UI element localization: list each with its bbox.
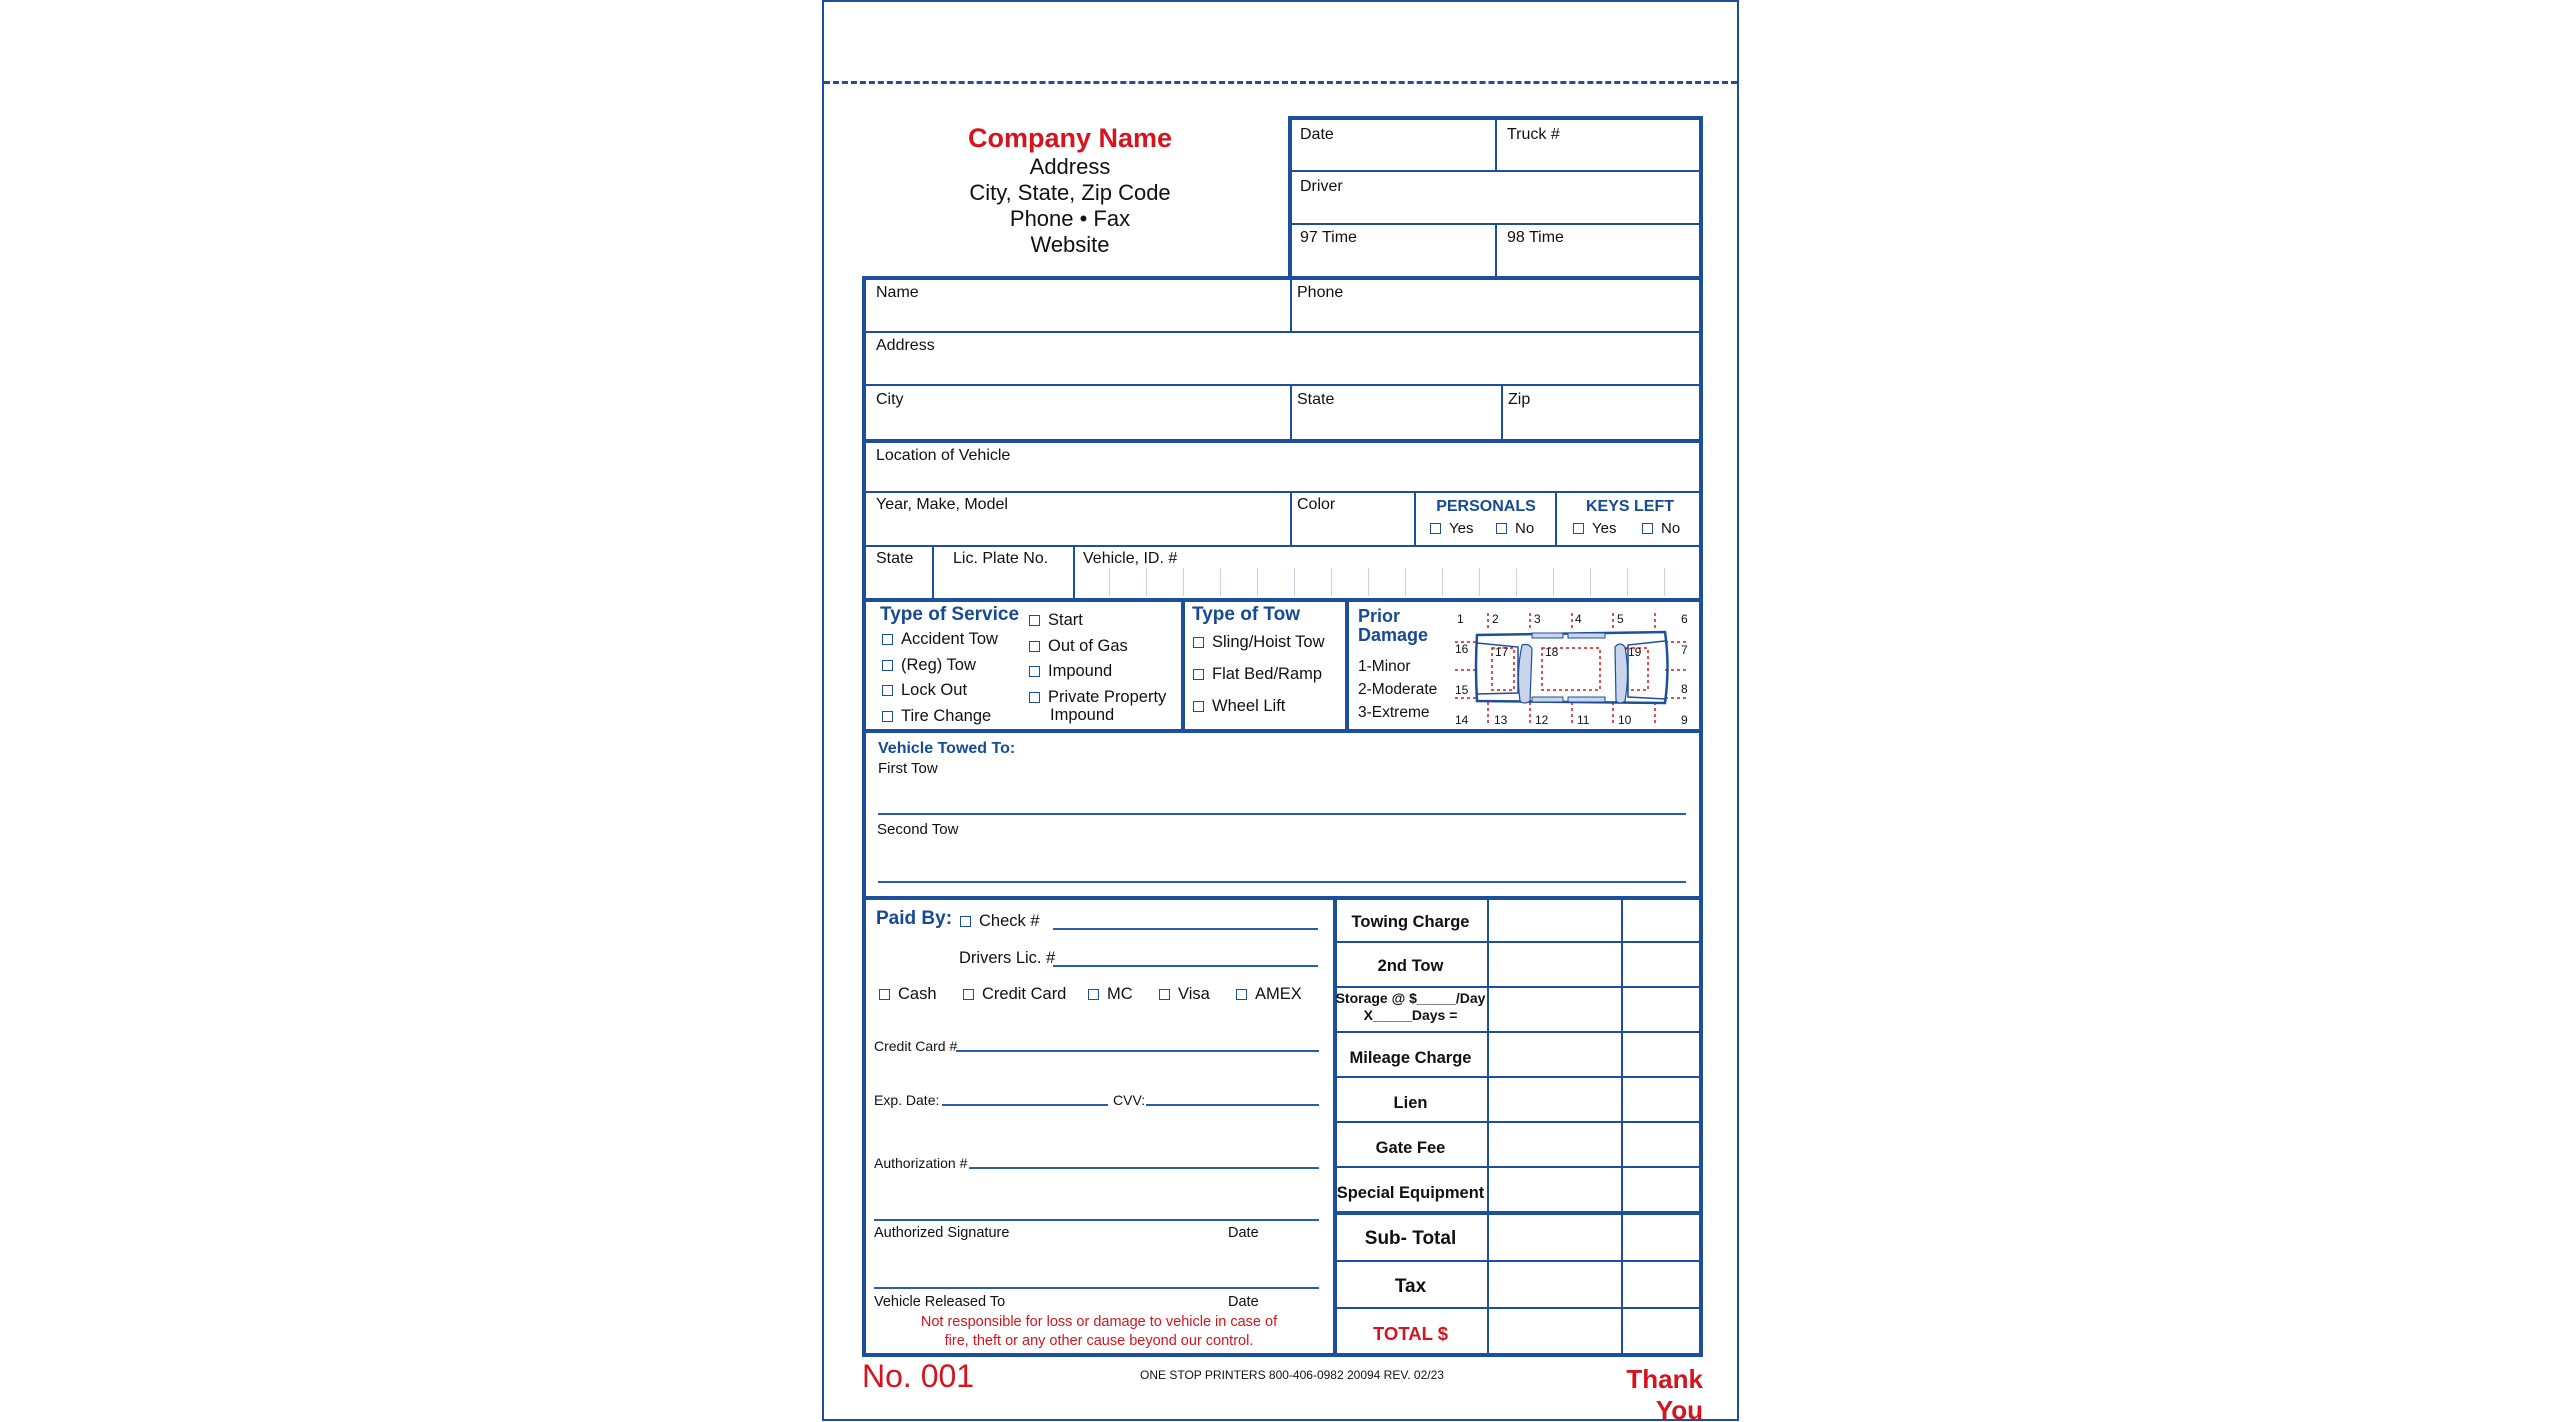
damage-level-minor: 1-Minor xyxy=(1358,658,1411,675)
company-name: Company Name xyxy=(967,123,1173,153)
prior-damage-title-line2: Damage xyxy=(1358,625,1429,645)
divider xyxy=(864,729,1701,733)
disclaimer xyxy=(866,1313,1332,1351)
personals-no-checkbox[interactable] xyxy=(1496,520,1534,537)
option-label: Credit Card xyxy=(982,985,1067,1003)
cvv-label: CVV: xyxy=(1113,1092,1146,1108)
first-tow-input[interactable] xyxy=(878,813,1686,815)
company-phone-fax: Phone • Fax xyxy=(1009,206,1131,231)
exp-date-label: Exp. Date: xyxy=(874,1092,940,1108)
divider xyxy=(864,896,1701,900)
personals-title: PERSONALS xyxy=(1436,498,1536,515)
driver-field[interactable]: Driver xyxy=(1300,178,1343,195)
zone-label: 7 xyxy=(1681,643,1688,657)
zone-label: 4 xyxy=(1575,612,1582,626)
checkbox-icon xyxy=(1642,523,1653,534)
zone-label: 5 xyxy=(1617,612,1624,626)
second-tow-label: Second Tow xyxy=(877,821,959,838)
zone-label: 19 xyxy=(1628,645,1642,659)
disclaimer-line2: fire, theft or any other cause beyond our control. xyxy=(944,1333,1254,1349)
time98-field[interactable]: 98 Time xyxy=(1507,229,1564,246)
charge-row-mileage: Mileage Charge xyxy=(1349,1049,1472,1067)
service-reg-tow-checkbox[interactable] xyxy=(882,656,976,675)
checkbox-icon xyxy=(1496,523,1507,534)
authorized-signature-label: Authorized Signature xyxy=(874,1225,1010,1241)
divider xyxy=(1290,384,1292,440)
time97-field[interactable]: 97 Time xyxy=(1300,229,1357,246)
checkbox-icon xyxy=(960,916,971,927)
checkbox-icon xyxy=(1193,701,1204,712)
divider xyxy=(1073,545,1075,600)
zone-label: 1 xyxy=(1457,612,1464,626)
released-to-label: Vehicle Released To xyxy=(874,1294,1006,1310)
keys-left-no-checkbox[interactable] xyxy=(1642,520,1680,537)
tow-sling-hoist-checkbox[interactable] xyxy=(1193,633,1325,652)
authorization-input[interactable] xyxy=(969,1167,1319,1169)
option-label: No xyxy=(1661,520,1681,537)
vehicle-state-field[interactable]: State xyxy=(876,550,914,567)
option-label: Wheel Lift xyxy=(1212,697,1286,715)
drivers-lic-label: Drivers Lic. # xyxy=(959,949,1056,967)
checkbox-icon xyxy=(1236,989,1247,1000)
option-label: AMEX xyxy=(1255,985,1302,1003)
divider xyxy=(1335,1166,1701,1168)
option-label: Yes xyxy=(1592,520,1617,537)
zone-label: 6 xyxy=(1681,612,1688,626)
authorization-label: Authorization # xyxy=(874,1155,968,1171)
zone-label: 17 xyxy=(1495,645,1509,659)
prior-damage-title-line1: Prior xyxy=(1358,606,1401,626)
city-field[interactable]: City xyxy=(876,391,904,408)
released-to-input[interactable] xyxy=(874,1287,1319,1289)
divider xyxy=(864,439,1701,443)
option-label: Private Property xyxy=(1048,688,1167,706)
option-label: Out of Gas xyxy=(1048,637,1128,655)
divider xyxy=(1335,1307,1701,1309)
service-impound-checkbox[interactable] xyxy=(1029,662,1112,681)
divider xyxy=(1335,1121,1701,1123)
service-out-of-gas-checkbox[interactable] xyxy=(1029,637,1128,656)
second-tow-input[interactable] xyxy=(878,881,1686,883)
company-website: Website xyxy=(1030,232,1110,257)
zone-label: 16 xyxy=(1455,642,1469,656)
storage-line2: X_____Days = xyxy=(1363,1007,1458,1023)
payment-visa-checkbox[interactable] xyxy=(1159,985,1210,1004)
checkbox-icon xyxy=(963,989,974,1000)
zone-label: 9 xyxy=(1681,713,1688,727)
release-date-label: Date xyxy=(1228,1294,1259,1310)
option-label: Flat Bed/Ramp xyxy=(1212,665,1323,683)
service-tire-change-checkbox[interactable] xyxy=(882,707,991,726)
damage-level-extreme: 3-Extreme xyxy=(1358,704,1430,721)
zone-label: 8 xyxy=(1681,682,1688,696)
checkbox-icon xyxy=(1029,641,1040,652)
divider xyxy=(1501,384,1503,440)
option-label: Accident Tow xyxy=(901,630,998,648)
checkbox-icon xyxy=(1088,989,1099,1000)
color-field[interactable]: Color xyxy=(1297,496,1336,513)
service-private-property-impound-checkbox[interactable] xyxy=(1029,688,1166,707)
payment-mc-checkbox[interactable] xyxy=(1088,985,1133,1004)
name-field[interactable]: Name xyxy=(876,284,919,301)
service-lock-out-checkbox[interactable] xyxy=(882,681,967,700)
divider xyxy=(1290,491,1292,546)
drivers-lic-input[interactable] xyxy=(1053,965,1318,967)
tow-wheel-lift-checkbox[interactable] xyxy=(1193,697,1285,716)
checkbox-icon xyxy=(1193,669,1204,680)
divider xyxy=(932,545,934,600)
state-field[interactable]: State xyxy=(1297,391,1335,408)
authorized-signature-input[interactable] xyxy=(874,1219,1319,1221)
charge-row-special-equipment: Special Equipment xyxy=(1336,1184,1485,1202)
checkbox-icon xyxy=(1193,637,1204,648)
keys-left-yes-checkbox[interactable] xyxy=(1573,520,1616,537)
option-label: Lock Out xyxy=(901,681,968,699)
divider xyxy=(864,491,1701,493)
signature-date-label: Date xyxy=(1228,1225,1259,1241)
zone-label: 2 xyxy=(1492,612,1499,626)
divider xyxy=(1335,1260,1701,1262)
option-label: (Reg) Tow xyxy=(901,656,976,674)
option-label: Visa xyxy=(1178,985,1210,1003)
year-make-model-field[interactable]: Year, Make, Model xyxy=(876,496,1008,513)
option-label: Start xyxy=(1048,611,1083,629)
divider xyxy=(1335,986,1701,988)
checkbox-icon xyxy=(1573,523,1584,534)
charge-row-lien: Lien xyxy=(1393,1094,1428,1112)
option-label: Cash xyxy=(898,985,937,1003)
divider xyxy=(1290,278,1292,332)
checkbox-icon xyxy=(879,989,890,1000)
divider xyxy=(1181,600,1185,730)
printer-info: ONE STOP PRINTERS 800-406-0982 20094 REV. 02/23 xyxy=(1140,1368,1444,1382)
checkbox-icon xyxy=(1159,989,1170,1000)
charge-row-tax: Tax xyxy=(1394,1276,1427,1297)
cvv-input[interactable] xyxy=(1146,1104,1319,1106)
personals-yes-checkbox[interactable] xyxy=(1430,520,1473,537)
service-accident-tow-checkbox[interactable] xyxy=(882,630,998,649)
checkbox-icon xyxy=(1029,666,1040,677)
perforation-line xyxy=(824,81,1737,84)
charge-row-2nd-tow: 2nd Tow xyxy=(1377,957,1444,975)
divider xyxy=(1495,118,1497,171)
zone-label: 10 xyxy=(1618,713,1632,727)
zip-field[interactable]: Zip xyxy=(1508,391,1531,408)
option-label: Tire Change xyxy=(901,707,992,725)
type-of-service-title: Type of Service xyxy=(880,604,1020,625)
divider xyxy=(1335,1211,1701,1215)
vin-field[interactable]: Vehicle, ID. # xyxy=(1083,550,1178,567)
zone-label: 12 xyxy=(1535,713,1549,727)
phone-field[interactable]: Phone xyxy=(1297,284,1344,301)
option-label: Check # xyxy=(979,912,1040,930)
zone-label: 3 xyxy=(1534,612,1541,626)
checkbox-icon xyxy=(882,685,893,696)
checkbox-icon xyxy=(1029,692,1040,703)
thank-you: Thank You xyxy=(1626,1364,1703,1422)
service-private-property-impound-label-line2: Impound xyxy=(1050,706,1115,724)
disclaimer-line1: Not responsible for loss or damage to vehicle in case of xyxy=(920,1314,1278,1330)
zone-label: 18 xyxy=(1545,645,1559,659)
option-label: Impound xyxy=(1048,662,1113,680)
divider xyxy=(1335,941,1701,943)
payment-amex-checkbox[interactable] xyxy=(1236,985,1302,1004)
divider xyxy=(1495,223,1497,276)
payment-check-checkbox[interactable] xyxy=(960,912,1040,931)
zone-label: 13 xyxy=(1494,713,1508,727)
form-number: No. 001 xyxy=(862,1358,975,1394)
divider xyxy=(1345,600,1349,730)
storage-line1: Storage @ $_____/Day xyxy=(1335,990,1486,1006)
charge-row-storage xyxy=(1334,990,1487,1024)
vehicle-towed-to-title: Vehicle Towed To: xyxy=(878,740,1016,757)
option-label: Yes xyxy=(1449,520,1474,537)
divider xyxy=(1335,1031,1701,1033)
checkbox-icon xyxy=(1430,523,1441,534)
checkbox-icon xyxy=(1029,615,1040,626)
tow-flat-bed-checkbox[interactable] xyxy=(1193,665,1322,684)
prior-damage-title xyxy=(1358,607,1428,645)
checkbox-icon xyxy=(882,660,893,671)
divider xyxy=(1621,898,1623,1355)
payment-cash-checkbox[interactable] xyxy=(879,985,937,1004)
divider xyxy=(1487,898,1489,1355)
checkbox-icon xyxy=(882,711,893,722)
charge-row-total: TOTAL $ xyxy=(1372,1323,1449,1344)
charge-row-gate-fee: Gate Fee xyxy=(1375,1139,1446,1157)
plate-field[interactable]: Lic. Plate No. xyxy=(953,550,1049,567)
option-label: Sling/Hoist Tow xyxy=(1212,633,1325,651)
service-start-checkbox[interactable] xyxy=(1029,611,1083,630)
company-city-state-zip: City, State, Zip Code xyxy=(969,180,1171,205)
credit-card-label: Credit Card # xyxy=(874,1038,958,1054)
zone-label: 15 xyxy=(1455,683,1469,697)
damage-level-moderate: 2-Moderate xyxy=(1358,681,1438,698)
option-label: MC xyxy=(1107,985,1133,1003)
keys-left-title: KEYS LEFT xyxy=(1585,498,1674,515)
zone-label: 11 xyxy=(1577,713,1590,727)
type-of-tow-title: Type of Tow xyxy=(1192,604,1301,625)
charge-row-subtotal: Sub- Total xyxy=(1364,1228,1457,1249)
payment-credit-card-checkbox[interactable] xyxy=(963,985,1066,1004)
check-number-input[interactable] xyxy=(1053,928,1318,930)
first-tow-label: First Tow xyxy=(878,760,938,777)
car-damage-diagram-icon[interactable] xyxy=(1450,605,1695,727)
divider xyxy=(864,384,1701,386)
paid-by-title: Paid By: xyxy=(876,908,953,929)
address-field[interactable]: Address xyxy=(876,337,935,354)
credit-card-input[interactable] xyxy=(956,1050,1319,1052)
option-label: No xyxy=(1515,520,1535,537)
date-field[interactable]: Date xyxy=(1300,126,1334,143)
divider xyxy=(864,598,1701,602)
location-field[interactable]: Location of Vehicle xyxy=(876,447,1011,464)
charge-row-towing: Towing Charge xyxy=(1351,913,1470,931)
truck-field[interactable]: Truck # xyxy=(1507,126,1560,143)
divider xyxy=(864,545,1701,547)
exp-date-input[interactable] xyxy=(942,1104,1108,1106)
company-address: Address xyxy=(1029,154,1111,179)
company-block xyxy=(900,122,1240,258)
divider xyxy=(1335,1076,1701,1078)
divider xyxy=(864,331,1701,333)
checkbox-icon xyxy=(882,634,893,645)
zone-label: 14 xyxy=(1455,713,1469,727)
